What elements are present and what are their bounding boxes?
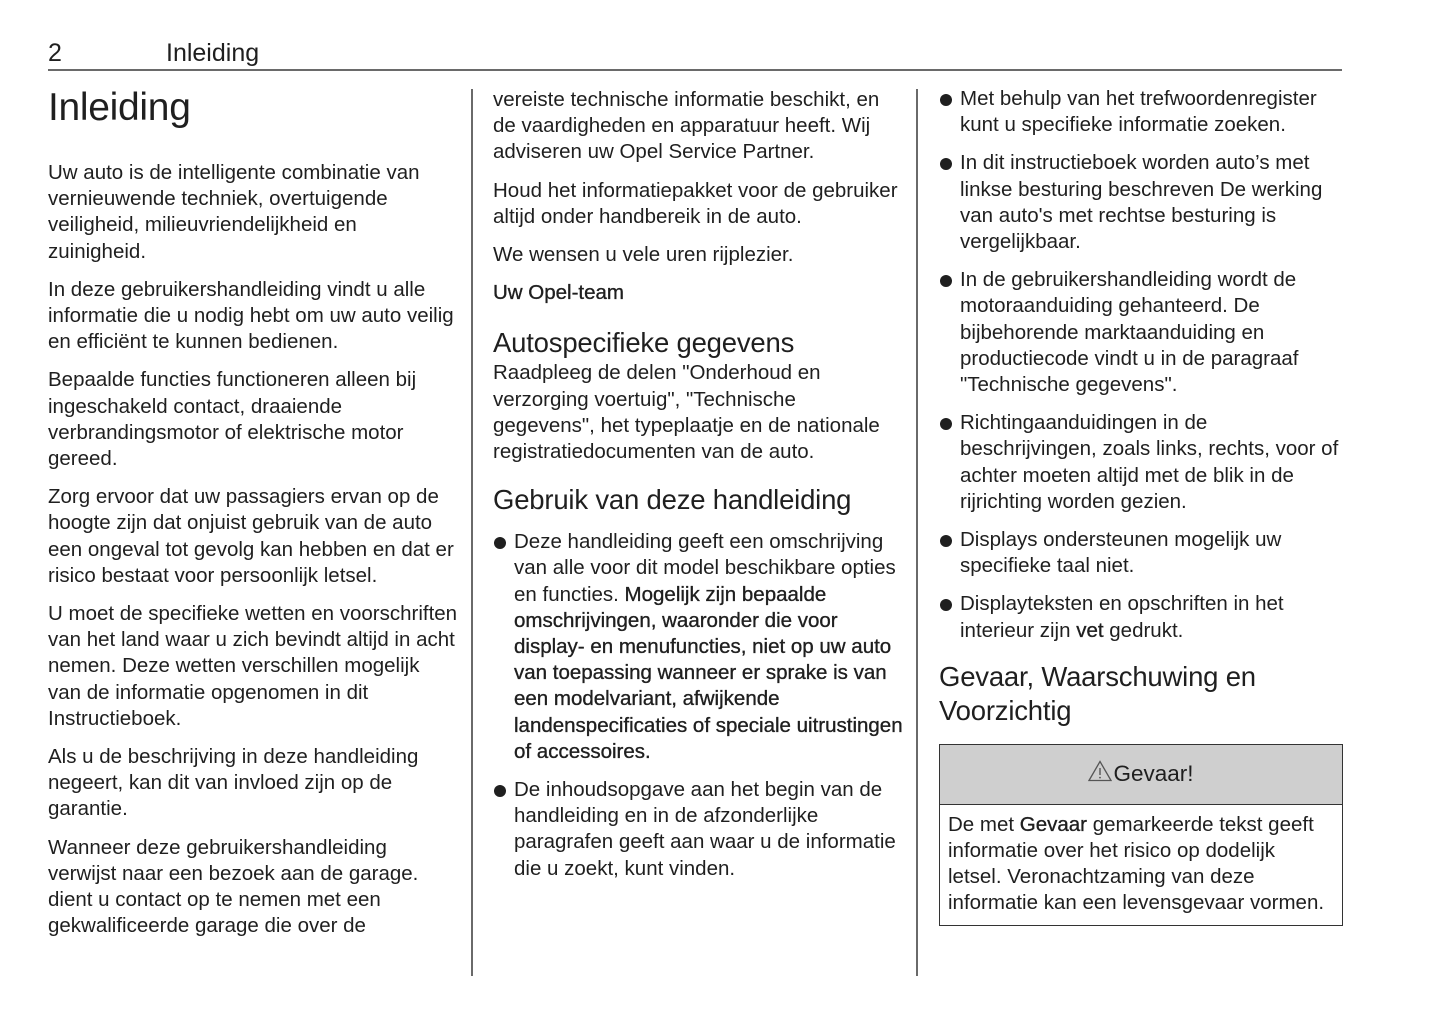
warning-triangle-icon: [1088, 760, 1112, 782]
danger-keyword: Gevaar: [1019, 812, 1088, 836]
column-3: [939, 86, 1343, 926]
list-item-text: In dit instructieboek worden auto’s met linkse besturing beschreven De werking van auto's met rechtse besturing is vergelijkbaar.: [960, 151, 1323, 254]
danger-text: De met: [948, 812, 1020, 836]
paragraph: Zorg ervoor dat uw passagiers ervan op de hoogte zijn dat onjuist gebruik van de auto een ongeval tot gevolg kan hebben en dat er risico bestaat voor persoonlijk letsel.: [48, 485, 454, 587]
list-item-text: gedrukt.: [1103, 618, 1184, 642]
bold-word: vet: [1076, 618, 1104, 642]
running-header: [48, 38, 1342, 71]
column-1: [48, 86, 458, 951]
paragraph: Als u de beschrijving in deze handleiding negeert, kan dit van invloed zijn op de garantie.: [48, 745, 419, 821]
running-header-title: Inleiding: [166, 39, 260, 67]
paragraph: We wensen u vele uren rijplezier.: [493, 243, 794, 267]
list-item: [939, 150, 1343, 255]
list-item: [939, 527, 1343, 579]
section-heading-autospecifieke: Autospecifieke gegevens: [493, 327, 795, 359]
danger-box: [939, 744, 1343, 926]
paragraph: Wanneer deze gebruikershandleiding verwijst naar een bezoek aan de garage. dient u contact op te nemen met een gekwalificeerde garage die over de: [48, 835, 419, 938]
paragraph: Raadpleeg de delen "Onderhoud en verzorging voertuig", "Technische gegevens", het typeplaatje en de nationale registratiedocumenten van de auto.: [493, 361, 880, 464]
list-item: [493, 777, 903, 882]
paragraph: U moet de specifieke wetten en voorschriften van het land waar u zich bevindt altijd in acht nemen. Deze wetten verschillen mogelijk van de informatie opgenomen in dit Instructieboek.: [48, 602, 458, 730]
paragraph: Houd het informatiepakket voor de gebruiker altijd onder handbereik in de auto.: [493, 178, 898, 228]
list-item-text: Met behulp van het trefwoordenregister kunt u specifieke informatie zoeken.: [960, 87, 1317, 137]
list-item-text: Displayteksten en opschriften in het interieur zijn: [960, 592, 1284, 642]
paragraph: In deze gebruikershandleiding vindt u alle informatie die u nodig hebt om uw auto veilig en efficiënt te kunnen bedienen.: [48, 277, 454, 354]
list-item: [939, 86, 1343, 138]
bullet-list: [493, 529, 903, 882]
danger-box-title: Gevaar!: [1113, 761, 1194, 787]
column-divider: [916, 89, 918, 976]
section-heading-gevaar: Gevaar, Waarschuwing en Voorzichtig: [939, 660, 1256, 726]
list-item-text: In de gebruikershandleiding wordt de motoraanduiding gehanteerd. De bijbehorende marktaanduiding en productiecode vindt u in de paragraaf "Technische gegevens".: [960, 268, 1299, 397]
bullet-icon: [940, 94, 952, 106]
list-item: [939, 591, 1343, 643]
bullet-icon: [940, 599, 952, 611]
chapter-title: Inleiding: [48, 86, 191, 129]
danger-box-body: [940, 805, 1342, 925]
bullet-icon: [940, 275, 952, 287]
list-item-text: Deze handleiding geeft een omschrijving van alle voor dit model beschikbare opties en functies.: [514, 530, 896, 606]
list-item: [493, 529, 903, 765]
bullet-icon: [494, 537, 506, 549]
paragraph: Uw auto is de intelligente combinatie van vernieuwende techniek, overtuigende veiligheid, milieuvriendelijkheid en zuinigheid.: [48, 161, 420, 263]
signature: Uw Opel-team: [493, 281, 625, 305]
danger-box-header: [940, 745, 1342, 805]
list-item-text: De inhoudsopgave aan het begin van de handleiding en in de afzonderlijke paragrafen geeft aan waar u de informatie die u zoekt, kunt vinden.: [514, 778, 896, 880]
danger-text: gemarkeerde tekst geeft informatie over het risico op dodelijk letsel. Veronachtzaming van deze informatie kan een levensgevaar vormen.: [948, 812, 1325, 915]
list-item-text: Displays ondersteunen mogelijk uw specifieke taal niet.: [960, 528, 1282, 578]
section-heading-gebruik: Gebruik van deze handleiding: [493, 484, 852, 516]
page-number: 2: [48, 39, 62, 67]
column-2: [493, 86, 903, 894]
bullet-list: [939, 86, 1343, 644]
list-item: [939, 267, 1343, 398]
bullet-icon: [940, 158, 952, 170]
paragraph: vereiste technische informatie beschikt, en de vaardigheden en apparatuur heeft. Wij adviseren uw Opel Service Partner.: [493, 88, 880, 164]
bullet-icon: [494, 785, 506, 797]
paragraph: Bepaalde functies functioneren alleen bij ingeschakeld contact, draaiende verbrandingsmotor of elektrische motor gereed.: [48, 368, 417, 471]
column-divider: [471, 89, 473, 976]
bullet-icon: [940, 418, 952, 430]
list-item-emphasis: Mogelijk zijn bepaalde omschrijvingen, waaronder die voor display- en menufuncties, niet op uw auto van toepassing wanneer er sprake is van een modelvariant, afwijkende landenspecificaties of speciale uitrustingen of accessoires.: [514, 582, 903, 763]
list-item-text: Richtingaanduidingen in de beschrijvingen, zoals links, rechts, voor of achter moeten altijd met de blik in de rijrichting worden gezien.: [960, 411, 1339, 513]
bullet-icon: [940, 535, 952, 547]
list-item: [939, 410, 1343, 515]
